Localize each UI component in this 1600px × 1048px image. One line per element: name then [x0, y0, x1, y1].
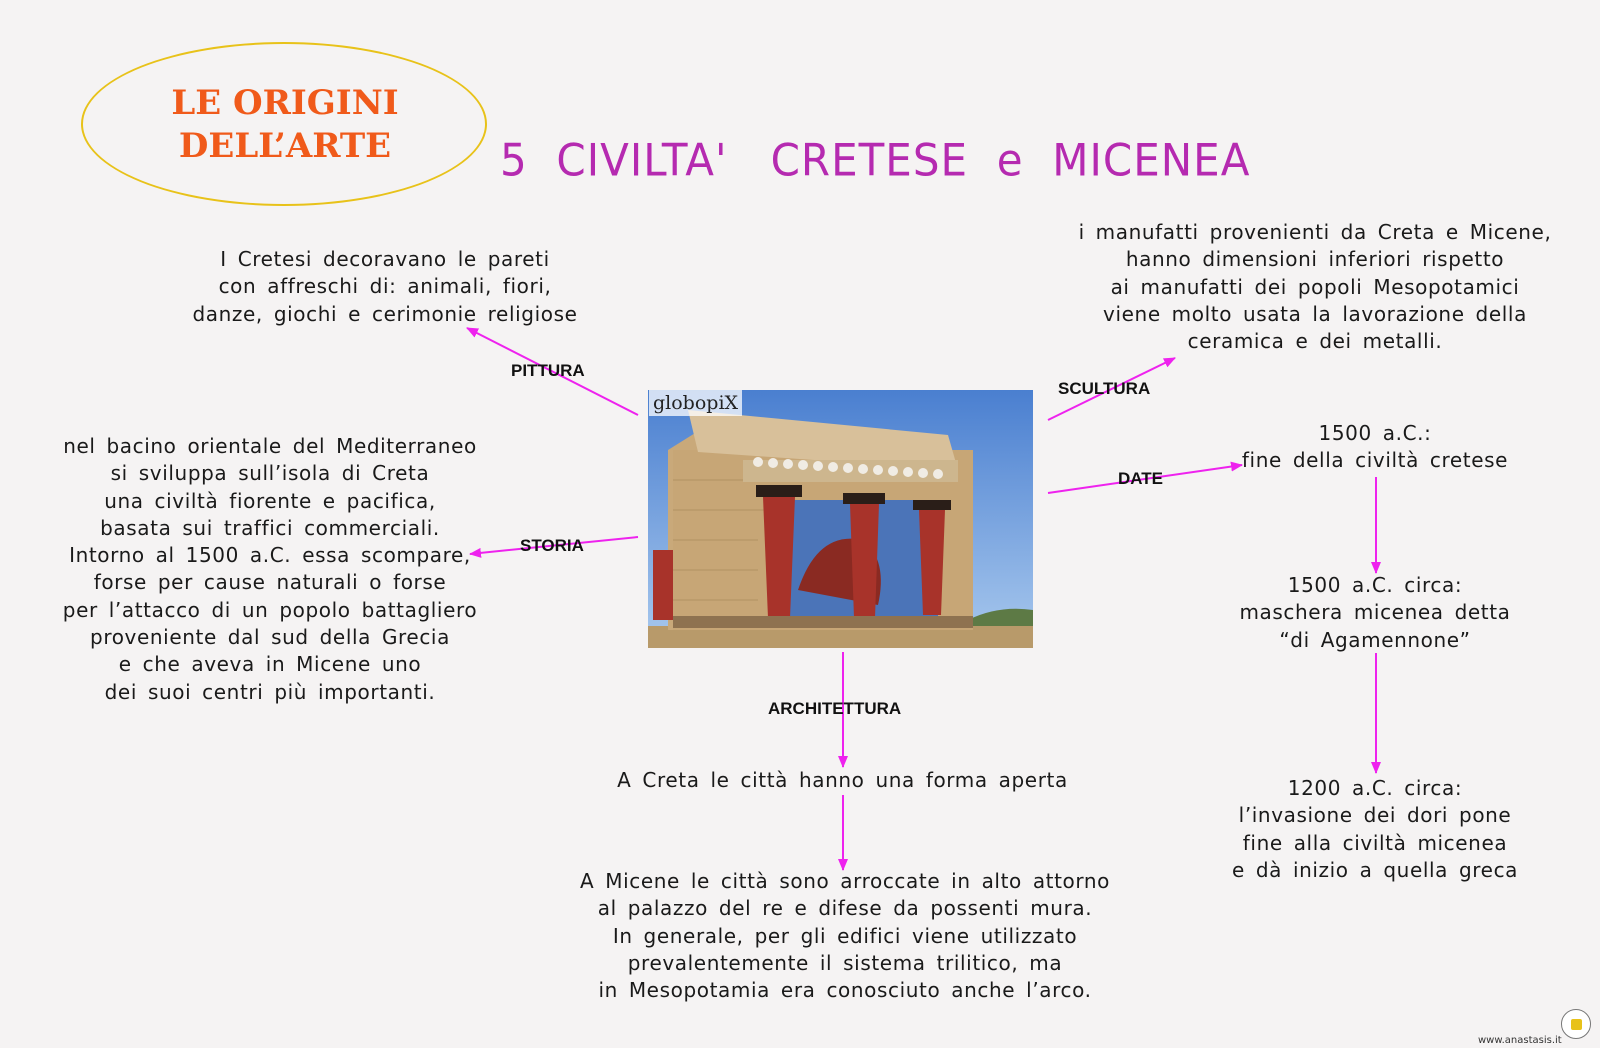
label-pittura: PITTURA — [511, 361, 585, 380]
label-architettura: ARCHITETTURA — [768, 699, 902, 718]
storia-text: nel bacino orientale del Mediterraneo si sviluppa sull’isola di Creta una civiltà fiorente e pacifica, basata sui traffici commerciali. Intorno al 1500 a.C. essa scompare, forse per cause naturali o forse per l’attacco di un popolo battagliero proveniente dal sud della Grecia e che aveva in Micene uno dei suoi centri più importanti. — [62, 434, 478, 704]
date-text-1: 1500 a.C.: fine della civiltà cretese — [1241, 421, 1509, 473]
architettura-text-2: A Micene le città sono arroccate in alto attorno al palazzo del re e difese da possenti mura. In generale, per gli edifici viene utilizzato prevalentemente il sistema trilitico, ma in Mesopotamia era conosciuto anche l’arco. — [580, 869, 1110, 1003]
pittura-text: I Cretesi decoravano le pareti con affreschi di: animali, fiori, danze, giochi e cerimonie religiose — [192, 247, 578, 326]
date-text-3: 1200 a.C. circa: l’invasione dei dori pone fine alla civiltà micenea e dà inizio a quella greca — [1231, 776, 1519, 882]
page-title: 5 CIVILTA' CRETESE e MICENEA — [500, 134, 1251, 187]
knossos-palace-image — [648, 390, 1033, 648]
date-text-2: 1500 a.C. circa: maschera micenea detta “di Agamennone” — [1239, 573, 1511, 652]
scultura-text: i manufatti provenienti da Creta e Micene, hanno dimensioni inferiori rispetto ai manufatti dei popoli Mesopotamici viene molto usata la lavorazione della ceramica e dei metalli. — [1078, 220, 1552, 354]
supermappe-logo — [1561, 1009, 1591, 1039]
section-title: LE ORIGINI DELL’ARTE — [171, 83, 399, 166]
label-storia: STORIA — [520, 536, 584, 555]
architettura-text-1: A Creta le città hanno una forma aperta — [617, 768, 1068, 792]
label-date: DATE — [1118, 469, 1164, 488]
watermark-label: globopiX — [649, 390, 742, 416]
footer-site: www.anastasis.it — [1478, 1035, 1562, 1046]
label-scultura: SCULTURA — [1058, 379, 1151, 398]
